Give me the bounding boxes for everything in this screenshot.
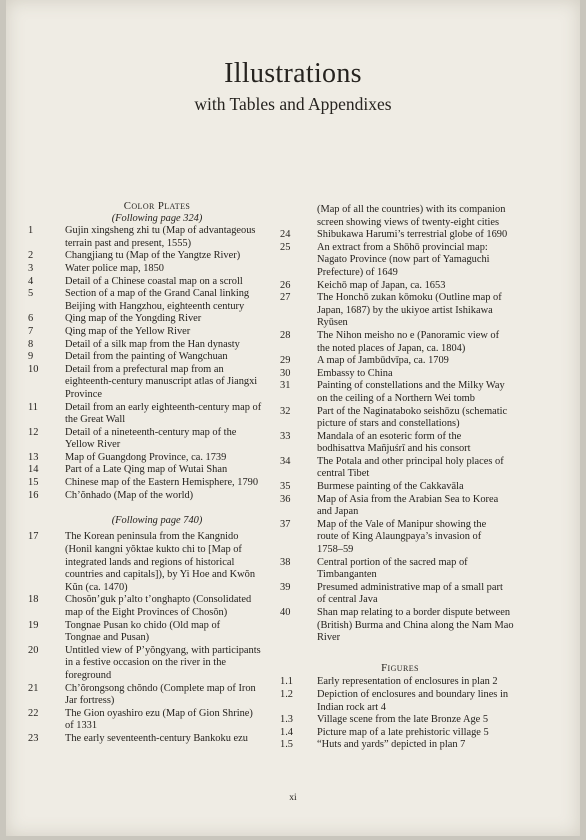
plate-entry-caption xyxy=(65,276,286,289)
caption-line: Province xyxy=(65,388,102,400)
plate-entry xyxy=(28,313,286,326)
caption-line: Changjiang tu (Map of the Yangtze River) xyxy=(65,250,241,262)
plate-entry-number: 15 xyxy=(28,477,39,489)
plate-entry-caption xyxy=(65,531,286,594)
right-column xyxy=(280,204,520,752)
plate-entry-number: 38 xyxy=(280,556,291,568)
plate-entry-caption xyxy=(65,339,286,352)
plate-entry-caption xyxy=(317,292,520,330)
plate-entry xyxy=(28,402,286,427)
caption-line: Detail from the painting of Wangchuan xyxy=(65,351,228,363)
figure-entry-number: 1.5 xyxy=(280,739,293,751)
plate-entry-number: 36 xyxy=(280,493,291,505)
caption-line: on the ceiling of a Northern Wei tomb xyxy=(317,392,475,404)
caption-line: The early seventeenth-century Bankoku ezu xyxy=(65,732,248,744)
plate-entry-caption xyxy=(65,326,286,339)
caption-line: Chosŏn’guk p’alto t’onghapto (Consolidated xyxy=(65,594,252,606)
plate-entry xyxy=(28,326,286,339)
plate-entry xyxy=(28,339,286,352)
figures-heading: Figures xyxy=(381,661,419,674)
plate-entry-caption xyxy=(65,733,286,746)
caption-line: bodhisattva Mañjuśrī and his consort xyxy=(317,443,471,455)
plate-entry xyxy=(28,225,286,250)
caption-line: screen showing views of twenty-eight cities xyxy=(317,216,500,228)
caption-line: Mandala of an esoteric form of the xyxy=(317,430,462,442)
plate-entry-caption xyxy=(317,607,520,645)
plate-list-2 xyxy=(28,531,286,745)
figure-entry xyxy=(280,676,520,689)
section-following-740: (Following page 740) xyxy=(111,514,203,526)
caption-line: Detail of a silk map from the Han dynasty xyxy=(65,338,240,350)
plate-entry-caption xyxy=(317,406,520,431)
plate-entry xyxy=(28,288,286,313)
caption-line: integrated lands and regions of historical xyxy=(65,556,235,568)
plate-entry-caption xyxy=(65,351,286,364)
plate-entry-caption xyxy=(65,402,286,427)
caption-line: Keichō map of Japan, ca. 1653 xyxy=(317,279,446,291)
plate-entry xyxy=(280,292,520,330)
caption-line: (British) Burma and China along the Nam Mao xyxy=(317,619,514,631)
plate-entry-number: 8 xyxy=(28,338,34,350)
caption-line: Nagato Province (now part of Yamaguchi xyxy=(317,254,490,266)
plate-entry-caption xyxy=(65,250,286,263)
plate-entry xyxy=(28,477,286,490)
plate-entry-caption xyxy=(317,494,520,519)
plate-entry-caption xyxy=(65,313,286,326)
page-number: xi xyxy=(289,793,297,803)
figure-entry xyxy=(280,739,520,752)
caption-line: Painting of constellations and the Milky Way xyxy=(317,380,505,392)
plate-entry-caption xyxy=(65,645,286,683)
figure-entry-caption xyxy=(317,689,520,714)
page-title: Illustrations xyxy=(224,58,362,89)
plate-entry xyxy=(280,481,520,494)
caption-line: The Nihon meisho no e (Panoramic view of xyxy=(317,329,500,341)
plate-entry-number: 17 xyxy=(28,531,39,543)
caption-line: River xyxy=(317,632,341,644)
plate-entry-number: 24 xyxy=(280,229,291,241)
plate-entry-caption xyxy=(65,683,286,708)
plate-entry xyxy=(28,250,286,263)
caption-line: Detail of a Chinese coastal map on a scroll xyxy=(65,275,243,287)
plate-entry xyxy=(28,708,286,733)
figure-entry-number: 1.2 xyxy=(280,688,293,700)
caption-line: Untitled view of P’yŏngyang, with participants xyxy=(65,644,261,656)
caption-line: the noted places of Japan, ca. 1804) xyxy=(317,342,466,354)
plate-entry xyxy=(280,330,520,355)
plate-entry-number: 19 xyxy=(28,619,39,631)
plate-entry xyxy=(280,406,520,431)
figure-entry-caption xyxy=(317,727,520,740)
plate-entry xyxy=(280,280,520,293)
plate-entry-number: 27 xyxy=(280,292,291,304)
caption-line: Village scene from the late Bronze Age 5 xyxy=(317,714,489,726)
plate-entry-caption xyxy=(65,464,286,477)
caption-line: and Japan xyxy=(317,506,359,518)
plate-entry-number: 33 xyxy=(280,430,291,442)
plate-entry-caption xyxy=(65,490,286,503)
plate-entry-caption xyxy=(317,368,520,381)
caption-line: picture of stars and constellations) xyxy=(317,418,460,430)
plate-entry-caption xyxy=(65,594,286,619)
caption-line: The Korean peninsula from the Kangnido xyxy=(65,531,239,543)
caption-line: The Gion oyashiro ezu (Map of Gion Shrine) xyxy=(65,707,253,719)
caption-line: Japan, 1687) by the ukiyoe artist Ishikawa xyxy=(317,304,493,316)
plate-entry-number: 14 xyxy=(28,464,39,476)
plate-entry-caption xyxy=(317,380,520,405)
plate-entry-number: 1 xyxy=(28,225,34,237)
caption-line: Presumed administrative map of a small part xyxy=(317,581,503,593)
caption-line: Map of Guangdong Province, ca. 1739 xyxy=(65,451,227,463)
caption-line: central Tibet xyxy=(317,468,370,480)
figure-entry-caption xyxy=(317,739,520,752)
plate-entry-caption xyxy=(317,582,520,607)
plate-entry-number: 28 xyxy=(280,329,291,341)
caption-line: Detail of a nineteenth-century map of the xyxy=(65,426,237,438)
plate-entry-caption xyxy=(65,427,286,452)
caption-line: 1758–59 xyxy=(317,544,354,556)
plate-entry xyxy=(28,620,286,645)
caption-line: Qing map of the Yongding River xyxy=(65,313,202,325)
caption-line: An extract from a Shōhō provincial map: xyxy=(317,241,488,253)
plate-entry-number: 35 xyxy=(280,481,291,493)
caption-line: Embassy to China xyxy=(317,367,393,379)
plate-entry-number: 7 xyxy=(28,325,34,337)
plate-entry-caption xyxy=(65,225,286,250)
plate-entry-caption xyxy=(317,242,520,280)
plate-entry-number: 6 xyxy=(28,313,34,325)
caption-line: A map of Jambūdvīpa, ca. 1709 xyxy=(317,355,449,367)
plate-entry xyxy=(28,452,286,465)
caption-line: terrain past and present, 1555) xyxy=(65,237,192,249)
figure-entry-caption xyxy=(317,676,520,689)
caption-line: Yellow River xyxy=(65,439,121,451)
caption-line: Tongnae Pusan ko chido (Old map of xyxy=(65,619,221,631)
page-subtitle: with Tables and Appendixes xyxy=(194,94,392,114)
plate-entry-number: 11 xyxy=(28,401,39,413)
plate-entry-number xyxy=(280,204,317,229)
caption-line: Indian rock art 4 xyxy=(317,701,386,713)
caption-line: Map of the Vale of Manipur showing the xyxy=(317,518,487,530)
caption-line: countries and capitals]), by Yi Hoe and Kwŏn xyxy=(65,569,256,581)
plate-entry xyxy=(28,645,286,683)
caption-line: Early representation of enclosures in plan 2 xyxy=(317,676,498,688)
plate-entry-caption xyxy=(317,330,520,355)
plate-entry-number: 31 xyxy=(280,380,291,392)
caption-line: Part of the Naginataboko seishōzu (schematic xyxy=(317,405,508,417)
plate-entry xyxy=(280,380,520,405)
caption-line: Chinese map of the Eastern Hemisphere, 1790 xyxy=(65,477,259,489)
caption-line: Burmese painting of the Cakkavāla xyxy=(317,481,464,493)
caption-line: Central portion of the sacred map of xyxy=(317,556,468,568)
plate-entry xyxy=(28,427,286,452)
caption-line: Tongnae and Pusan) xyxy=(65,632,150,644)
plate-entry-number: 22 xyxy=(28,707,39,719)
plate-entry-caption xyxy=(317,557,520,582)
plate-entry-number: 29 xyxy=(280,355,291,367)
plate-entry-number: 18 xyxy=(28,594,39,606)
plate-entry-number: 9 xyxy=(28,351,34,363)
caption-line: Water police map, 1850 xyxy=(65,262,164,274)
caption-line: Prefecture) of 1649 xyxy=(317,266,398,278)
caption-line: in a festive occasion on the river in the xyxy=(65,657,226,669)
caption-line: Ch’ŏnhado (Map of the world) xyxy=(65,489,194,501)
plate-entry xyxy=(28,364,286,402)
plate-entry-number: 3 xyxy=(28,262,34,274)
caption-line: Kŭn (ca. 1470) xyxy=(65,581,128,593)
plate-entry xyxy=(280,607,520,645)
caption-line: The Potala and other principal holy places of xyxy=(317,455,504,467)
caption-line: Shibukawa Harumi’s terrestrial globe of 1690 xyxy=(317,229,508,241)
plate-entry-caption xyxy=(317,204,520,229)
figure-entry-number: 1.4 xyxy=(280,726,293,738)
caption-line: “Huts and yards” depicted in plan 7 xyxy=(317,739,466,751)
plate-entry xyxy=(28,490,286,503)
caption-line: Detail from an early eighteenth-century map of xyxy=(65,401,262,413)
left-column xyxy=(28,200,286,746)
plate-entry-number: 10 xyxy=(28,363,39,375)
plate-entry-caption xyxy=(317,456,520,481)
caption-line: The Honchō zukan kōmoku (Outline map of xyxy=(317,292,502,304)
plate-entry-caption xyxy=(65,620,286,645)
plate-entry xyxy=(280,557,520,582)
plate-entry xyxy=(28,263,286,276)
caption-line: (Map of all the countries) with its companion xyxy=(317,204,506,215)
plate-entry-number: 21 xyxy=(28,682,39,694)
plate-entry-number: 4 xyxy=(28,275,34,287)
plate-entry-number: 34 xyxy=(280,455,291,467)
plate-entry xyxy=(280,456,520,481)
plate-entry-number: 5 xyxy=(28,288,34,300)
plate-entry xyxy=(280,229,520,242)
caption-line: Shan map relating to a border dispute between xyxy=(317,607,511,618)
plate-entry-number: 2 xyxy=(28,250,34,262)
plate-entry xyxy=(28,683,286,708)
caption-line: foreground xyxy=(65,669,112,681)
caption-line: Depiction of enclosures and boundary lines in xyxy=(317,688,509,700)
caption-line: map of the Eight Provinces of Chosŏn) xyxy=(65,607,228,618)
plate-entry xyxy=(280,204,520,229)
caption-line: eighteenth-century manuscript atlas of Jiangxi xyxy=(65,376,258,388)
plate-entry xyxy=(28,594,286,619)
plate-entry xyxy=(280,582,520,607)
caption-line: Part of a Late Qing map of Wutai Shan xyxy=(65,464,228,476)
plate-list-1 xyxy=(28,225,286,502)
plate-entry xyxy=(28,733,286,746)
figure-list xyxy=(280,676,520,752)
book-page xyxy=(6,0,580,836)
plate-entry-number: 25 xyxy=(280,241,291,253)
section-following-324: (Following page 324) xyxy=(111,212,203,224)
caption-line: Map of Asia from the Arabian Sea to Korea xyxy=(317,493,499,505)
plate-entry-caption xyxy=(317,519,520,557)
caption-line: Jar fortress) xyxy=(65,695,115,707)
plate-entry-caption xyxy=(317,280,520,293)
plate-entry xyxy=(280,355,520,368)
plate-entry-number: 12 xyxy=(28,426,39,438)
plate-entry-caption xyxy=(65,364,286,402)
plate-entry xyxy=(280,368,520,381)
plate-entry-caption xyxy=(65,477,286,490)
plate-entry-number: 37 xyxy=(280,518,291,530)
caption-line: the Great Wall xyxy=(65,414,126,426)
plate-entry-number: 13 xyxy=(28,451,39,463)
plate-entry-caption xyxy=(317,431,520,456)
figure-entry-number: 1.3 xyxy=(280,714,293,726)
plate-entry xyxy=(280,431,520,456)
plate-entry xyxy=(280,494,520,519)
caption-line: of 1331 xyxy=(65,720,98,732)
figure-entry xyxy=(280,727,520,740)
plate-entry-caption xyxy=(65,708,286,733)
plate-entry xyxy=(280,242,520,280)
caption-line: Detail from a prefectural map from an xyxy=(65,363,224,375)
plate-entry-number: 40 xyxy=(280,607,291,618)
plate-entry-caption xyxy=(317,229,520,242)
plate-entry-number: 23 xyxy=(28,732,39,744)
color-plates-heading: Color Plates xyxy=(123,200,191,212)
caption-line: Section of a map of the Grand Canal linking xyxy=(65,288,250,300)
caption-line: (Honil kangni yŏktae kukto chi to [Map of xyxy=(65,544,242,556)
plate-entry-caption xyxy=(65,263,286,276)
plate-entry-number: 32 xyxy=(280,405,291,417)
plate-list-3 xyxy=(280,204,520,645)
caption-line: Ch’ŏrongsong chŏndo (Complete map of Iron xyxy=(65,682,256,694)
plate-entry-caption xyxy=(317,481,520,494)
plate-entry-caption xyxy=(65,288,286,313)
figure-entry xyxy=(280,689,520,714)
plate-entry-number: 39 xyxy=(280,581,291,593)
plate-entry xyxy=(28,276,286,289)
caption-line: of central Java xyxy=(317,594,378,606)
caption-line: route of King Alaungpaya’s invasion of xyxy=(317,531,482,543)
caption-line: Beijing with Hangzhou, eighteenth century xyxy=(65,300,245,312)
figure-entry-caption xyxy=(317,714,520,727)
plate-entry xyxy=(28,464,286,477)
plate-entry-number: 20 xyxy=(28,644,39,656)
caption-line: Qing map of the Yellow River xyxy=(65,325,191,337)
figure-entry-number: 1.1 xyxy=(280,676,293,688)
plate-entry-caption xyxy=(317,355,520,368)
plate-entry xyxy=(28,531,286,594)
figure-entry xyxy=(280,714,520,727)
caption-line: Ryūsen xyxy=(317,317,348,329)
plate-entry-number: 16 xyxy=(28,489,39,501)
caption-line: Timbanganten xyxy=(317,569,377,581)
plate-entry-caption xyxy=(65,452,286,465)
plate-entry xyxy=(280,519,520,557)
plate-entry-number: 26 xyxy=(280,279,291,291)
caption-line: Gujin xingsheng zhi tu (Map of advantageous xyxy=(65,225,256,237)
plate-entry xyxy=(28,351,286,364)
plate-entry-number: 30 xyxy=(280,367,291,379)
caption-line: Picture map of a late prehistoric village 5 xyxy=(317,726,489,738)
